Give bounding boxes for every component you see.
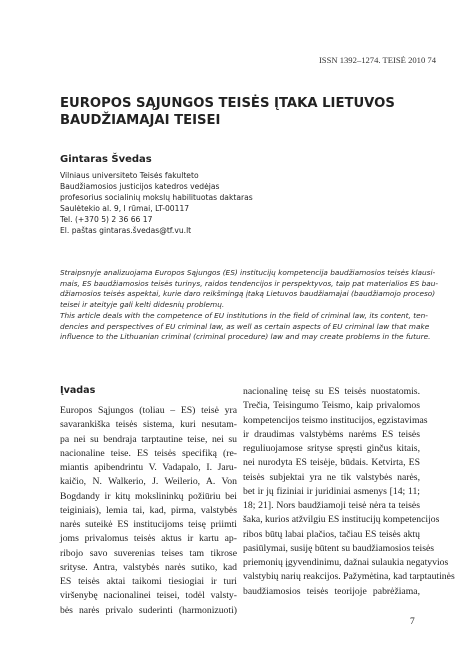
body-line: kompetencijos teismo institucijos, egzistavimas [243,414,428,426]
abstract-line: teisei ir ateityje gali kelti didesnių problemų. [60,299,225,309]
body-line: Trečia, Teisingumo Teismo, kaip privalomos [243,400,420,412]
abstract-line: mais, ES baudžiamosios teisės turinys, raidos tendencijos ir perspektyvos, taip pat materialios ES bau- [60,278,439,288]
page-number: 7 [410,617,415,627]
title-line: BAUDŽIAMAJAI TEISEI [60,113,221,128]
affiliation-line: Saulėtekio al. 9, I rūmai, LT-00117 [60,204,190,213]
body-line: valstybių narių reakcijos. Pažymėtina, kad tarptautinės [243,571,455,583]
body-line: šaka, kurios atžvilgiu ES institucijų kompetencijos [243,514,440,526]
body-line: ES teisės aktai taikomi tiesiogiai ir turi [60,576,237,587]
body-column-right [243,385,455,599]
affiliation-line: Vilniaus universiteto Teisės fakulteto [60,171,199,180]
abstract-line: džiamosios teisės aspektai, kurie daro reikšmingą įtaką Lietuvos baudžiamajai (baudžiamojo proceso) [60,289,436,299]
body-line: savarankiška teisės sistema, kuri nesutam- [60,419,237,431]
abstract-english [60,311,431,343]
body-line: baudžiamosios teisės teorijoje pabrėžiama, [243,585,420,597]
body-line: ir draudimas valstybėms narėms ES teisės [243,428,420,440]
body-line: srityse. Antra, valstybės narės sutiko, kad [60,561,237,573]
title-line: EUROPOS SĄJUNGOS TEISĖS ĮTAKA LIETUVOS [60,96,395,111]
abstract-line: dencies and perspectives of EU criminal law, as well as certain aspects of EU criminal law that make [60,321,430,331]
body-line: bės narės privalo suderinti (harmonizuoti) [60,604,237,616]
body-line: teiginiais), lemia tai, kad, pirma, valstybės [60,504,237,516]
abstract-line: influence to the Lithuanian criminal (criminal procedure) law and may create problems in the future. [60,332,431,342]
body-line: miantis apibendrintu V. Vadapalo, I. Jaru- [60,462,237,473]
body-line: ribojo savo suverenias teises tam tikrose [60,547,237,559]
abstract-line: This article deals with the competence of EU institutions in the field of criminal law, its content, ten- [60,311,428,320]
body-line: nacionaline teise. ES teisės specifiką (re- [60,447,237,459]
affiliation-line: profesorius socialinių mokslų habilituotas daktaras [60,193,253,202]
body-line: bet ir jų fiziniai ir juridiniai asmenys [14; 11; [243,485,420,497]
body-line: priemonių įgyvendinimu, dažnai sulaukia negatyvios [243,557,449,568]
body-column-left [60,384,237,618]
body-line: narės suteikė ES institucijoms teisę priimti [60,519,237,530]
body-line: viršenybę nacionalinei teisei, todėl valsty- [60,590,237,602]
affiliation-line: Tel. (+370 5) 2 36 66 17 [60,215,153,224]
body-line: ribos būtų labai plačios, tačiau ES teisės aktų [243,528,420,540]
author-name: Gintaras Švedas [60,154,152,165]
body-line: nacionalinę teisę su ES teisės nuostatomis. [243,386,420,397]
body-line: reguliuojamose srityse spręsti ginčus kitais, [243,443,420,454]
article-title [60,95,420,129]
section-heading: Įvadas [60,385,96,396]
body-line: kaičio, N. Walkerio, J. Weilerio, A. Von [60,476,237,488]
affiliation-line: El. paštas gintaras.švedas@tf.vu.lt [60,226,192,235]
body-line: pasiūlymai, susiję būtent su baudžiamosios teisės [243,542,435,554]
affiliation-line: Baudžiamosios justicijos katedros vedėjas [60,182,220,191]
body-line: Europos Sąjungos (toliau – ES) teisė yra [60,405,237,416]
author-affiliation [60,170,360,236]
issn-header: ISSN 1392–1274. TEISĖ 2010 74 [318,55,436,65]
body-line: joms privalomus teisės aktus ir kartu ap- [60,533,237,545]
body-line: pa nei su bendraja tarptautine teise, nei su [60,433,237,445]
body-line: nei nurodyta ES teisėje, būdais. Ketvirta, ES [243,457,420,469]
body-line: Bogdandy ir kitų mokslininkų požiūriu bei [60,490,237,502]
body-line: teisės subjektai yra ne tik valstybės narės, [243,471,420,483]
abstract-line: Straipsnyje analizuojama Europos Sąjungos (ES) institucijų kompetencija baudžiamosios teisės klausi- [60,268,436,277]
body-line: 18; 21]. Nors baudžiamoji teisė nėra ta teisės [243,500,420,511]
abstract-lithuanian [60,268,439,310]
